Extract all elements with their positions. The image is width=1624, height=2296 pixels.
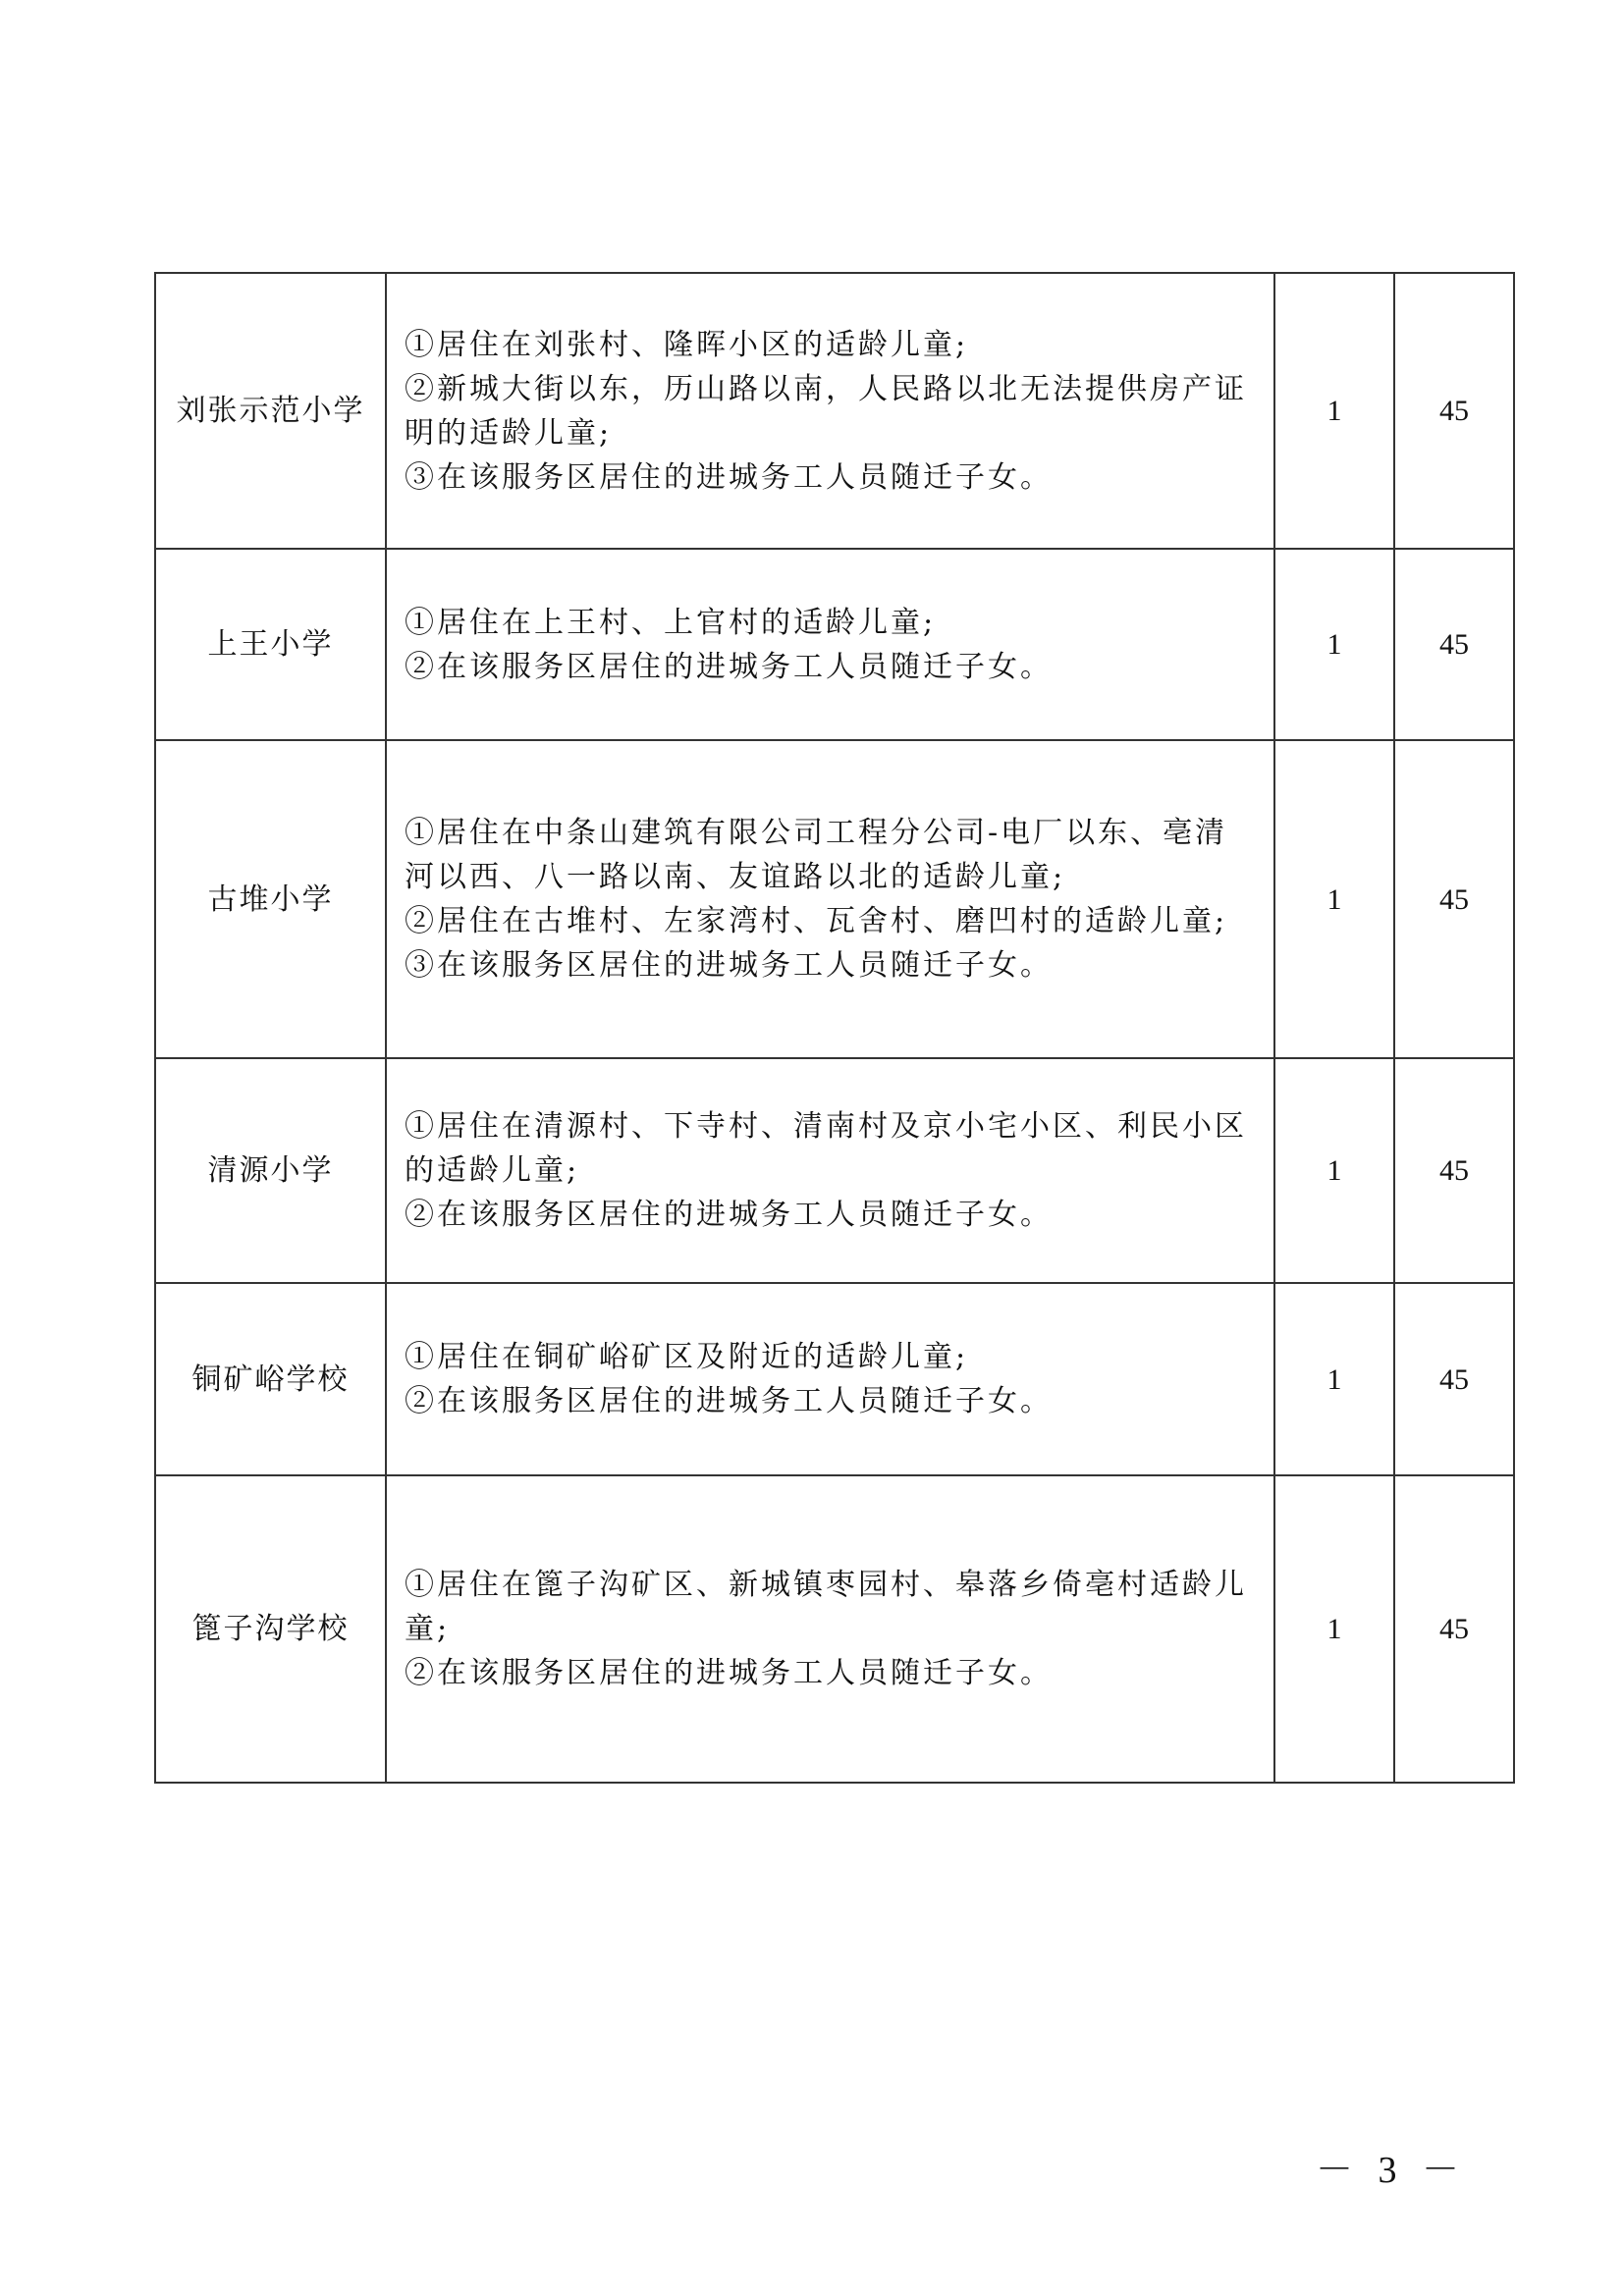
area-rule: ①居住在中条山建筑有限公司工程分公司-电厂以东、亳清河以西、八一路以南、友谊路以北的适龄儿童; xyxy=(405,816,1228,894)
class-count: 1 xyxy=(1274,1475,1394,1783)
class-count: 1 xyxy=(1274,740,1394,1058)
class-count: 1 xyxy=(1274,273,1394,549)
enrollment-quota: 45 xyxy=(1394,1475,1514,1783)
class-count: 1 xyxy=(1274,1058,1394,1283)
enrollment-area xyxy=(386,273,1274,549)
school-name: 古堆小学 xyxy=(155,740,386,1058)
enrollment-area xyxy=(386,1283,1274,1475)
school-name: 篦子沟学校 xyxy=(155,1475,386,1783)
enrollment-area xyxy=(386,549,1274,740)
school-zone-table xyxy=(154,272,1515,1784)
area-rule: ②在该服务区居住的进城务工人员随迁子女。 xyxy=(405,1198,1053,1232)
table-row xyxy=(155,1475,1514,1783)
area-rule: ②在该服务区居住的进城务工人员随迁子女。 xyxy=(405,649,1053,684)
school-name: 铜矿峪学校 xyxy=(155,1283,386,1475)
area-rule: ①居住在刘张村、隆晖小区的适龄儿童; xyxy=(405,327,969,362)
enrollment-quota: 45 xyxy=(1394,1058,1514,1283)
area-rule: ①居住在上王村、上官村的适龄儿童; xyxy=(405,605,937,640)
area-rule: ①居住在铜矿峪矿区及附近的适龄儿童; xyxy=(405,1340,969,1374)
area-rule: ①居住在清源村、下寺村、清南村及京小宅小区、利民小区的适龄儿童; xyxy=(405,1109,1247,1188)
enrollment-quota: 45 xyxy=(1394,549,1514,740)
table-row xyxy=(155,549,1514,740)
area-rule: ③在该服务区居住的进城务工人员随迁子女。 xyxy=(405,948,1053,983)
enrollment-quota: 45 xyxy=(1394,273,1514,549)
area-rule: ①居住在篦子沟矿区、新城镇枣园村、皋落乡倚亳村适龄儿童; xyxy=(405,1568,1247,1646)
area-rule: ②在该服务区居住的进城务工人员随迁子女。 xyxy=(405,1384,1053,1418)
school-name: 刘张示范小学 xyxy=(155,273,386,549)
enrollment-quota: 45 xyxy=(1394,1283,1514,1475)
class-count: 1 xyxy=(1274,549,1394,740)
table-row xyxy=(155,1283,1514,1475)
enrollment-quota: 45 xyxy=(1394,740,1514,1058)
area-rule: ③在该服务区居住的进城务工人员随迁子女。 xyxy=(405,459,1053,495)
school-name: 上王小学 xyxy=(155,549,386,740)
enrollment-area xyxy=(386,1475,1274,1783)
school-name: 清源小学 xyxy=(155,1058,386,1283)
area-rule: ②居住在古堆村、左家湾村、瓦舍村、磨凹村的适龄儿童; xyxy=(405,904,1228,938)
class-count: 1 xyxy=(1274,1283,1394,1475)
table-row xyxy=(155,1058,1514,1283)
page-number: － 3 － xyxy=(1316,2150,1468,2191)
area-rule: ②新城大街以东，历山路以南，人民路以北无法提供房产证明的适龄儿童; xyxy=(405,371,1247,451)
enrollment-area xyxy=(386,1058,1274,1283)
table-row xyxy=(155,740,1514,1058)
table-row xyxy=(155,273,1514,549)
enrollment-area xyxy=(386,740,1274,1058)
area-rule: ②在该服务区居住的进城务工人员随迁子女。 xyxy=(405,1656,1053,1690)
